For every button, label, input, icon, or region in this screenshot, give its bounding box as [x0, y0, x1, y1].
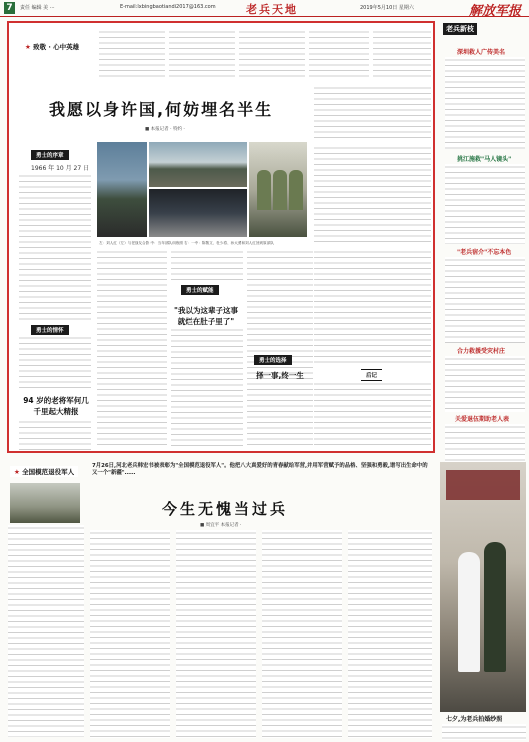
- quote-headline: 94 岁的老将军何几千里起大精报: [23, 396, 89, 416]
- sidebar-item-title: 挑江施救"马人镜头": [457, 156, 512, 163]
- text-column: [314, 85, 431, 140]
- bottom-lead: 7月26日,河北老兵韩宏书被表彰为"全国模范退役军人"。他把八大真爱好的青春献给军营,并用军营赋予的品格、坚强和勇毅,谱写出生命中的又一个"新疆"……: [92, 463, 428, 476]
- wedding-photo-caption: 七夕,为老兵拍婚纱照: [446, 716, 503, 723]
- bride-figure: [458, 552, 480, 672]
- text-column: [19, 173, 91, 323]
- column-tag: [21, 41, 83, 52]
- section-title: 老兵天地: [246, 3, 298, 16]
- photo-middle-top: [149, 142, 247, 187]
- bottom-photo-top: [10, 483, 80, 523]
- star-icon: ★: [25, 43, 31, 51]
- main-article-frame: [7, 21, 435, 453]
- banner: [446, 470, 520, 500]
- headline: 我愿以身许国,何妨埋名半生: [49, 100, 274, 119]
- text-column: [171, 249, 243, 281]
- subhead: 勇士的序章: [31, 150, 69, 160]
- text-column: [442, 724, 526, 740]
- photo-right: [249, 142, 307, 237]
- editor-info: 责任 编辑 美 ···: [20, 5, 55, 11]
- text-column: [171, 327, 243, 449]
- subhead: 勇士的情怀: [31, 325, 69, 335]
- text-column: [239, 29, 305, 81]
- text-column: [19, 335, 91, 390]
- sidebar-item-title: 合力救援受灾村庄: [457, 348, 506, 355]
- date-line: 1966 年 10 月 27 日: [31, 165, 90, 172]
- page-header: [0, 0, 529, 17]
- issue-date: 2019年5月10日 星期六: [360, 5, 414, 11]
- soldier-figure: [257, 170, 271, 210]
- mid-headline: "我以为这辈子这事就烂在肚子里了": [174, 306, 238, 326]
- text-column: [373, 29, 431, 81]
- wedding-photo: [440, 462, 526, 712]
- text-column: [247, 249, 313, 449]
- photo-caption: 左：刘人红（左）与老战友合影 中：当年部队训练照 右：一中：陈敬文、杜少将、孙大勇和刘人红回到原部队: [99, 241, 274, 245]
- sidebar-item-title: 深圳救人广传美名: [457, 49, 506, 56]
- star-icon: ★: [14, 468, 20, 476]
- page-number: 7: [4, 2, 15, 14]
- sidebar-item-title: "老兵宿介"不忘本色: [457, 249, 512, 256]
- text-column: [262, 530, 342, 738]
- text-column: [309, 29, 369, 81]
- photo-left: [97, 142, 147, 237]
- mid-headline-2: 择一事,终一生: [256, 371, 304, 380]
- soldier-figure: [289, 170, 303, 210]
- text-column: [90, 530, 170, 738]
- text-column: [445, 257, 525, 343]
- afterword-label: 后记: [361, 369, 382, 381]
- text-column: [314, 381, 431, 449]
- subhead: 勇士的选择: [254, 355, 292, 365]
- photo-middle-bottom: [149, 189, 247, 237]
- subhead: 勇士的赋能: [181, 285, 219, 295]
- groom-figure: [484, 542, 506, 672]
- newspaper-logo: 解放军报: [468, 4, 521, 19]
- text-column: [445, 57, 525, 149]
- text-column: [8, 525, 84, 737]
- column-tag-label: 致敬 · 心中英雄: [33, 43, 80, 51]
- text-column: [348, 530, 432, 738]
- email: E-mail:lxbingbaotiandi2017@163.com: [120, 4, 216, 10]
- text-column: [169, 29, 235, 81]
- text-column: [314, 249, 431, 365]
- sidebar-section: 老兵新枝: [443, 23, 477, 35]
- bottom-byline: ■ 周宜平 本报记者 ·: [200, 523, 242, 528]
- text-column: [445, 164, 525, 244]
- sidebar-item-title: 关爱退伍期助老人表: [455, 416, 510, 423]
- text-column: [445, 356, 525, 412]
- text-column: [176, 530, 256, 738]
- bottom-headline: 今生无愧当过兵: [162, 500, 289, 518]
- text-column: [97, 249, 167, 449]
- text-column: [314, 145, 431, 245]
- byline: ■ 本报记者 · 特约 ·: [145, 127, 185, 132]
- bottom-column-tag-label: 全国模范退役军人: [22, 468, 75, 476]
- bottom-column-tag: [10, 466, 78, 477]
- text-column: [99, 29, 165, 81]
- text-column: [19, 419, 91, 451]
- soldier-figure: [273, 170, 287, 210]
